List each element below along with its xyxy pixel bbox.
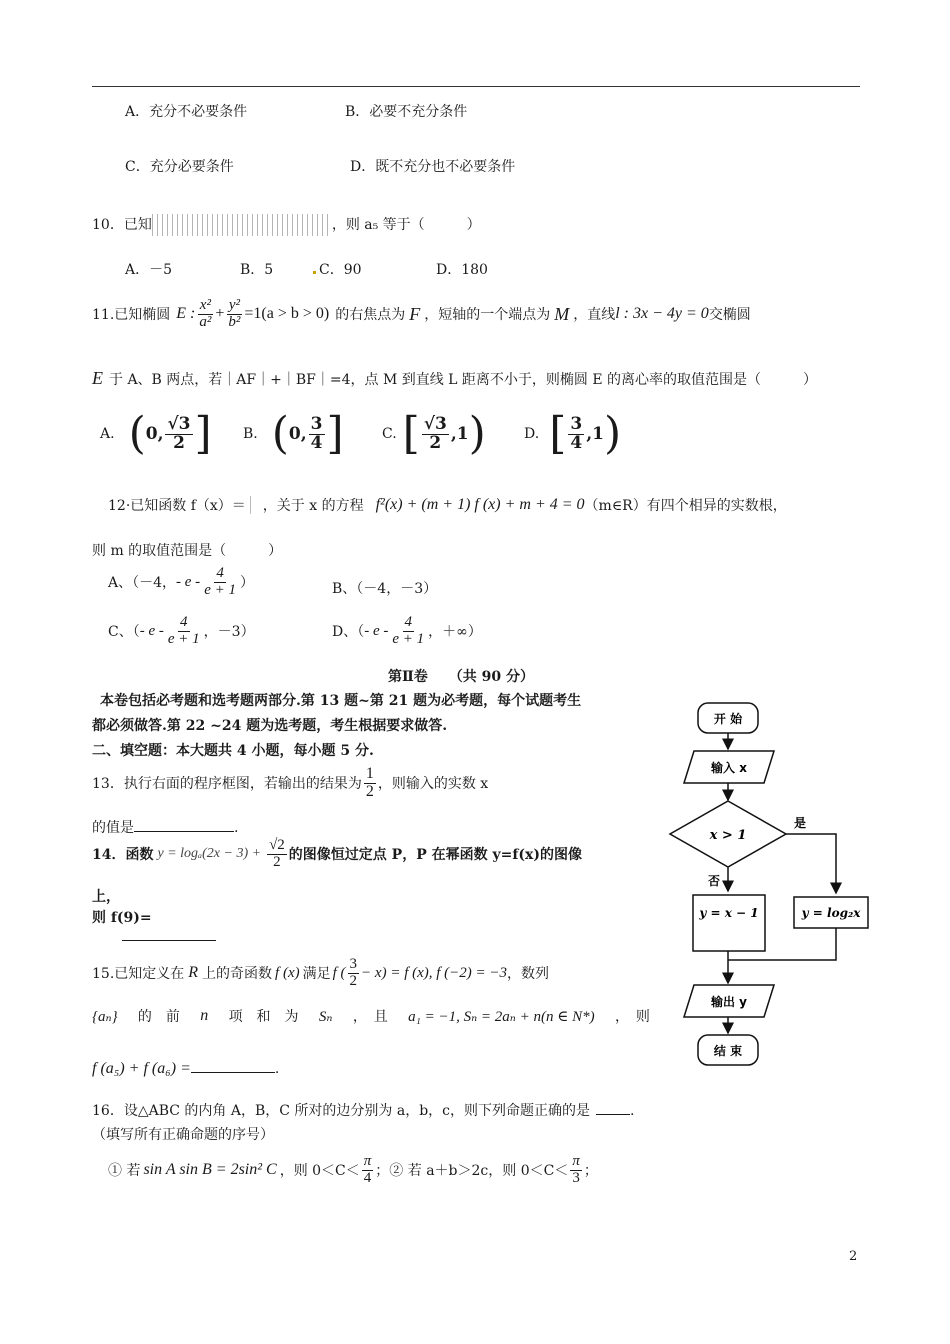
flow-output-label: 输出 y [710,995,748,1009]
q12-line1: 12·已知函数 f（x）＝ ，关于 x 的方程 f²(x) + (m + 1) f (x) + m + 4 = 0 （m∈R）有四个相异的实数根， [108,496,787,514]
q16-line2: （填写所有正确命题的序号） [92,1127,274,1143]
q9-option-a: A．充分不必要条件 [125,104,248,120]
q12-option-c: C、（ - e - $\frac{4}{e + 1}$ ，－3） [108,614,255,647]
flow-process-left-label: y = x − 1 [699,906,759,920]
q13-line2: 的值是 . [92,820,239,836]
flow-process-left [693,895,765,951]
q9-option-d: D．既不充分也不必要条件 [350,159,516,175]
flow-end-label: 结 束 [713,1044,743,1058]
q10-stem: 10．已知 ，则 a₅ 等于（ ） [92,214,481,236]
flow-yes-label: 是 [794,816,807,830]
garbled-formula [250,496,259,514]
q14-line2: 上， [92,889,120,905]
garbled-formula [152,214,332,236]
part2-title: 第Ⅱ卷 （共 90 分） [388,669,535,685]
q11-option-c: C. [ $\frac{√3}{2}$ ,1 ) [382,408,486,459]
q15-line3: f (a₅) + f (a₆) = . [92,1060,280,1077]
flow-decision-label: x > 1 [709,828,747,843]
q10-option-b: B．5 [240,262,274,278]
q11-option-b: B. ( 0, $\frac{3}{4}$ ] [243,408,344,459]
q10-option-a: A．－5 [125,262,173,278]
flow-start-label: 开 始 [713,712,743,726]
answer-blank[interactable] [191,1072,275,1073]
section-heading: 二、填空题：本大题共 4 小题，每小题 5 分. [92,743,374,759]
q14-line3: 则 f(9)= [92,910,152,926]
q12-option-d: D、（ - e - $\frac{4}{e + 1}$ ，＋∞） [332,614,482,647]
answer-blank[interactable] [122,940,216,941]
flow-no-label: 否 [708,874,721,888]
answer-blank[interactable] [596,1114,630,1115]
q12-line2: 则 m 的取值范围是（ ） [92,543,283,559]
q12-option-b: B、（－4，－3） [332,581,438,597]
q13-line1: 13．执行右面的程序框图，若输出的结果为 $\frac{1}{2}$ ，则输入的实数 x [92,765,489,800]
q11-option-d: D. [ $\frac{3}{4}$ ,1 ) [524,408,622,459]
q15-line1: 15.已知定义在 R 上的奇函数 f (x) 满足 f ( $\frac{3}{2}$ − x) = f (x), f (−2) = −3 ，数列 [92,956,550,989]
q14-line1: 14．函数 y = logₐ(2x − 3) + $\frac{√2}{2}$ 的图像恒过定点 P，P 在幂函数 y=f(x)的图像 [92,837,582,870]
flow-input-label: 输入 x [711,761,747,775]
frac-y2-b2: $\frac{\text{y²}}{\text{b²}}$ [228,297,241,330]
q15-line2: {aₙ} 的 前 n 项 和 为 Sₙ ， 且 a₁ = −1, Sₙ = 2aₙ + n(n ∈ N*) ， 则 [92,1007,650,1025]
q11-line1: 11.已知椭圆 E : $\frac{\text{x²}}{\text{a²}}$ + $\frac{\text{y²}}{\text{b²}}$ =1(a > b > 0) 的右焦点为 F ，短轴的一个端点为 M ，直线 l : 3x − 4y = 0 交椭圆 [92,297,751,330]
flow-process-right-label: y = log₂x [801,906,861,920]
q11-option-a: A. ( 0, $\frac{√3}{2}$ ] [100,408,212,459]
part2-intro-2: 都必须做答.第 22 ~24 题为选考题，考生根据要求做答. [92,718,448,734]
page-number: 2 [849,1249,858,1264]
q10-option-d: D．180 [436,262,488,278]
q16-items: ① 若 sin A sin B = 2sin² C ，则 0＜C＜ $\frac{\pi}{4}$ ；② 若 a＋b＞2c，则 0＜C＜ $\frac{\pi}{3}$ ； [108,1153,598,1186]
q12-option-a: A、（－4， - e - $\frac{4}{e + 1}$ ） [108,565,254,598]
q16-line1: 16．设△ABC 的内角 A，B，C 所对的边分别为 a，b，c，则下列命题正确的是 . [92,1103,635,1119]
frac-x2-a2: $\frac{\text{x²}}{\text{a²}}$ [199,297,212,330]
part2-intro-1: 本卷包括必考题和选考题两部分.第 13 题~第 21 题为必考题，每个试题考生 [100,693,582,709]
q9-option-b: B．必要不充分条件 [345,104,468,120]
flow-arrow [786,834,836,893]
q9-option-c: C．充分必要条件 [125,159,234,175]
answer-blank[interactable] [134,831,234,832]
flowchart [660,695,875,1085]
q11-line2: E 于 A、B 两点，若｜AF｜+｜BF｜=4，点 M 到直线 L 距离不小于，则椭圆 E 的离心率的取值范围是（ ） [92,368,818,388]
header-rule [92,86,860,87]
q10-option-c: C．90 [310,259,362,279]
